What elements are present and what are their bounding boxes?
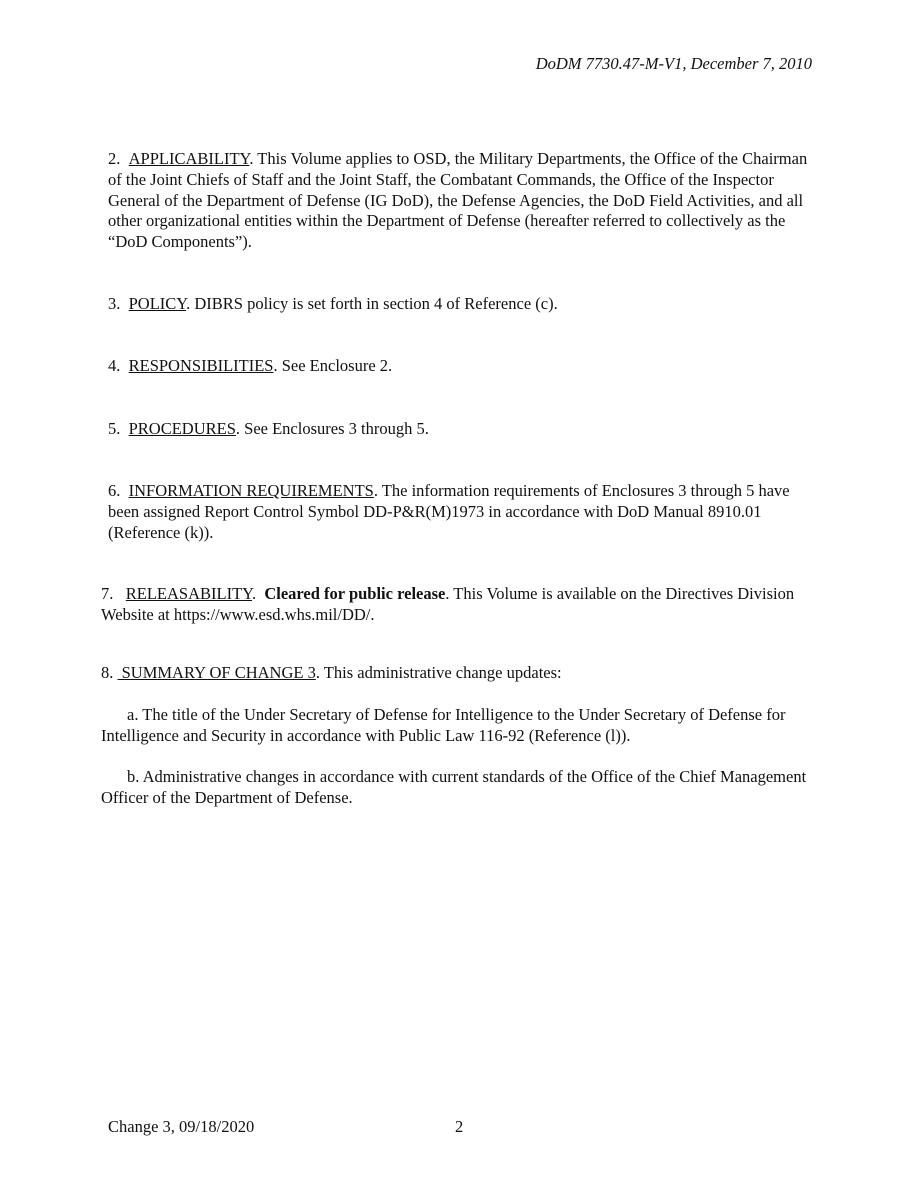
section-releasability: 7. RELEASABILITY. Cleared for public release. This Volume is available on the Directives Division Website at https://www.esd.whs.mil/DD/. [101, 584, 795, 624]
section-heading: POLICY [128, 294, 187, 313]
section-number: 4. [108, 356, 121, 375]
section-text: . This Volume is available on the Directives Division Website at https://www.esd.whs.mil/DD/. [101, 584, 795, 624]
section-text: . This administrative change updates: [315, 663, 562, 682]
section-text: . DIBRS policy is set forth in section 4 of Reference (c). [186, 294, 558, 313]
section-bold-text: Cleared for public release [264, 584, 446, 603]
section-number: 8. [101, 663, 114, 682]
footer-change-note: Change 3, 09/18/2020 [108, 1117, 255, 1136]
section-responsibilities [108, 356, 820, 377]
document-header: DoDM 7730.47-M-V1, December 7, 2010 [535, 54, 812, 73]
section-procedures [108, 419, 820, 440]
section-heading: PROCEDURES [128, 419, 236, 438]
section-number: 5. [108, 419, 121, 438]
section-number: 3. [108, 294, 121, 313]
section-number: 7. [101, 584, 114, 603]
section-heading: SUMMARY OF CHANGE 3 [117, 663, 316, 682]
section-policy [108, 294, 820, 315]
summary-item-text: b. Administrative changes in accordance with current standards of the Office of the Chief Management Officer of the Department of Defense. [101, 767, 807, 807]
summary-item-a [101, 705, 820, 747]
section-information-requirements [108, 481, 820, 543]
section-heading: APPLICABILITY [128, 149, 250, 168]
section-applicability [108, 149, 820, 253]
section-number: 6. [108, 481, 121, 500]
summary-item-text: a. The title of the Under Secretary of Defense for Intelligence to the Under Secretary of Defense for Intelligence and Security in accordance with Public Law 116-92 (Reference (l)). [101, 705, 786, 745]
summary-item-b [101, 767, 820, 809]
footer-page-number: 2 [455, 1117, 464, 1136]
section-text: . The information requirements of Enclosures 3 through 5 have been assigned Report Control Symbol DD-P&R(M)1973 in accordance with DoD Manual 8910.01 (Reference (k)). [108, 481, 790, 542]
section-heading: RELEASABILITY [125, 584, 252, 603]
section-summary-of-change [101, 663, 820, 684]
section-number: 2. [108, 149, 121, 168]
section-heading: RESPONSIBILITIES [128, 356, 274, 375]
section-heading: INFORMATION REQUIREMENTS [128, 481, 374, 500]
section-text: . This Volume applies to OSD, the Military Departments, the Office of the Chairman of the Joint Chiefs of Staff and the Joint Staff, the Combatant Commands, the Office of the Inspector General of the Department of Defense (IG DoD), the Defense Agencies, the DoD Field Activities, and all other organizational entities within the Department of Defense (hereafter referred to collectively as the “DoD Components”). [108, 149, 808, 252]
section-text: . See Enclosure 2. [273, 356, 393, 375]
section-text: . See Enclosures 3 through 5. [235, 419, 429, 438]
